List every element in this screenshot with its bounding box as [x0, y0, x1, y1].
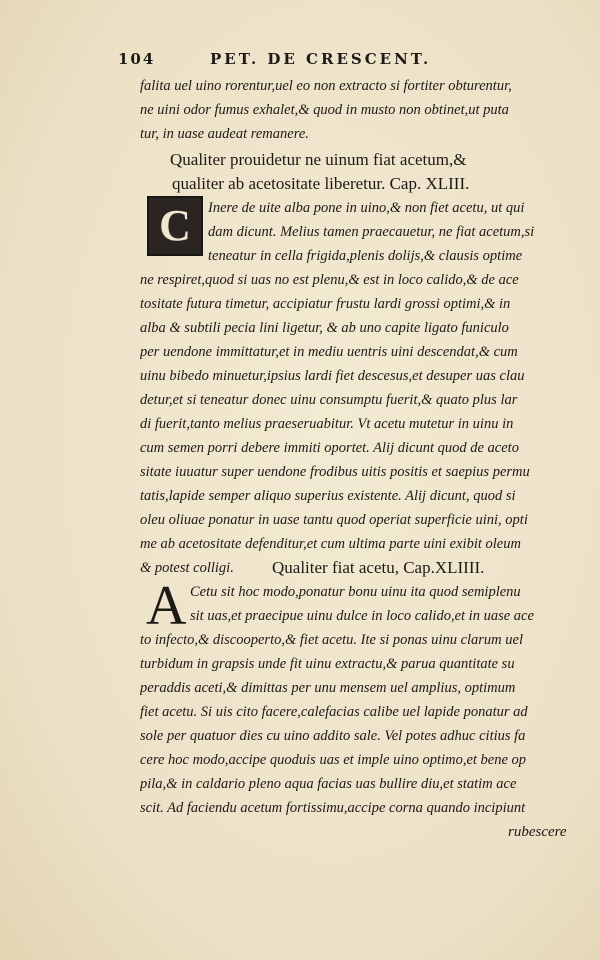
text-line: Cetu sit hoc modo,ponatur bonu uinu ita quod semiplenu: [190, 584, 521, 600]
text-line: di fuerit,tanto melius praeseruabitur. Vt acetu mutetur in uinu in: [140, 416, 514, 432]
text-line: dam dicunt. Melius tamen praecauetur, ne fiat acetum,si: [208, 224, 535, 240]
text-line: sitate iuuatur super uendone frodibus uitis positis et saepius permu: [140, 464, 530, 480]
chapter-heading: Qualiter fiat acetu, Cap.XLIIII.: [272, 558, 485, 577]
text-line: Inere de uite alba pone in uino,& non fiet acetu, ut qui: [208, 200, 525, 216]
text-line: sole per quatuor dies cu uino addito sale. Vel potes adhuc citius fa: [140, 728, 526, 744]
text-line: detur,et si teneatur donec uinu consumptu fuerit,& quato plus lar: [140, 392, 518, 408]
running-head: [118, 50, 538, 74]
text-line: me ab acetositate defenditur,et cum ultima parte uini exibit oleum: [140, 536, 521, 552]
chapter-heading-line-1: Qualiter prouidetur ne uinum fiat acetum,&: [170, 150, 467, 169]
text-line: falita uel uino rorentur,uel eo non extracto si fortiter obturentur,: [140, 78, 512, 94]
text-line: ne uini odor fumus exhalet,& quod in musto non obtinet,ut puta: [140, 102, 509, 118]
text-line: fiet acetu. Si uis cito facere,calefacias calibe uel lapide ponatur ad: [140, 704, 528, 720]
text-line: to infecto,& discooperto,& fiet acetu. Ite si ponas uinu clarum uel: [140, 632, 523, 648]
dropcap-letter: C: [159, 201, 191, 250]
catchword: rubescere: [508, 824, 567, 840]
chapter-heading-line-2: qualiter ab acetositate liberetur. Cap. XLIII.: [172, 174, 470, 193]
text-line: oleu oliuae ponatur in uase tantu quod operiat superficie uini, opti: [140, 512, 528, 528]
text-line: & potest colligi.: [140, 560, 234, 576]
text-line: ne respiret,quod si uas no est plenu,& est in loco calido,& de ace: [140, 272, 519, 288]
text-line: uinu bibedo minuetur,ipsius lardi fiet descesus,et desuper uas clau: [140, 368, 525, 384]
initial-letter: A: [146, 575, 187, 637]
text-line: cum semen porri debere immiti oportet. Alij dicunt quod de aceto: [140, 440, 519, 456]
text-line: tositate futura timetur, accipiatur frustu lardi grossi optimi,& in: [140, 296, 511, 312]
running-title: PET. DE CRESCENT.: [210, 50, 432, 68]
text-line: pila,& in caldario pleno aqua facias uas bullire diu,et statim ace: [140, 776, 517, 792]
text-line: alba & subtili pecia lini ligetur, & ab uno capite ligato funiculo: [140, 320, 509, 336]
text-line: scit. Ad faciendu acetum fortissimu,accipe corna quando incipiunt: [140, 800, 526, 816]
text-line: per uendone immittatur,et in mediu uentris uini descendat,& cum: [140, 344, 518, 360]
ornamental-dropcap: [147, 196, 203, 256]
text-line: tatis,lapide semper aliquo superius existente. Alij dicunt, quod si: [140, 488, 516, 504]
text-line: teneatur in cella frigida,plenis dolijs,& clausis optime: [208, 248, 523, 264]
text-line: cere hoc modo,accipe quoduis uas et imple uino optimo,et bene op: [140, 752, 527, 768]
text-line: peraddis aceti,& dimittas per unu mensem uel amplius, optimum: [140, 680, 516, 696]
text-line: turbidum in grapsis unde fit uinu extractu,& parua quantitate su: [140, 656, 515, 672]
text-line: sit uas,et praecipue uinu dulce in loco calido,et in uase ace: [190, 608, 534, 624]
text-line: tur, in uase audeat remanere.: [140, 126, 309, 142]
page-number: 104: [118, 50, 156, 68]
